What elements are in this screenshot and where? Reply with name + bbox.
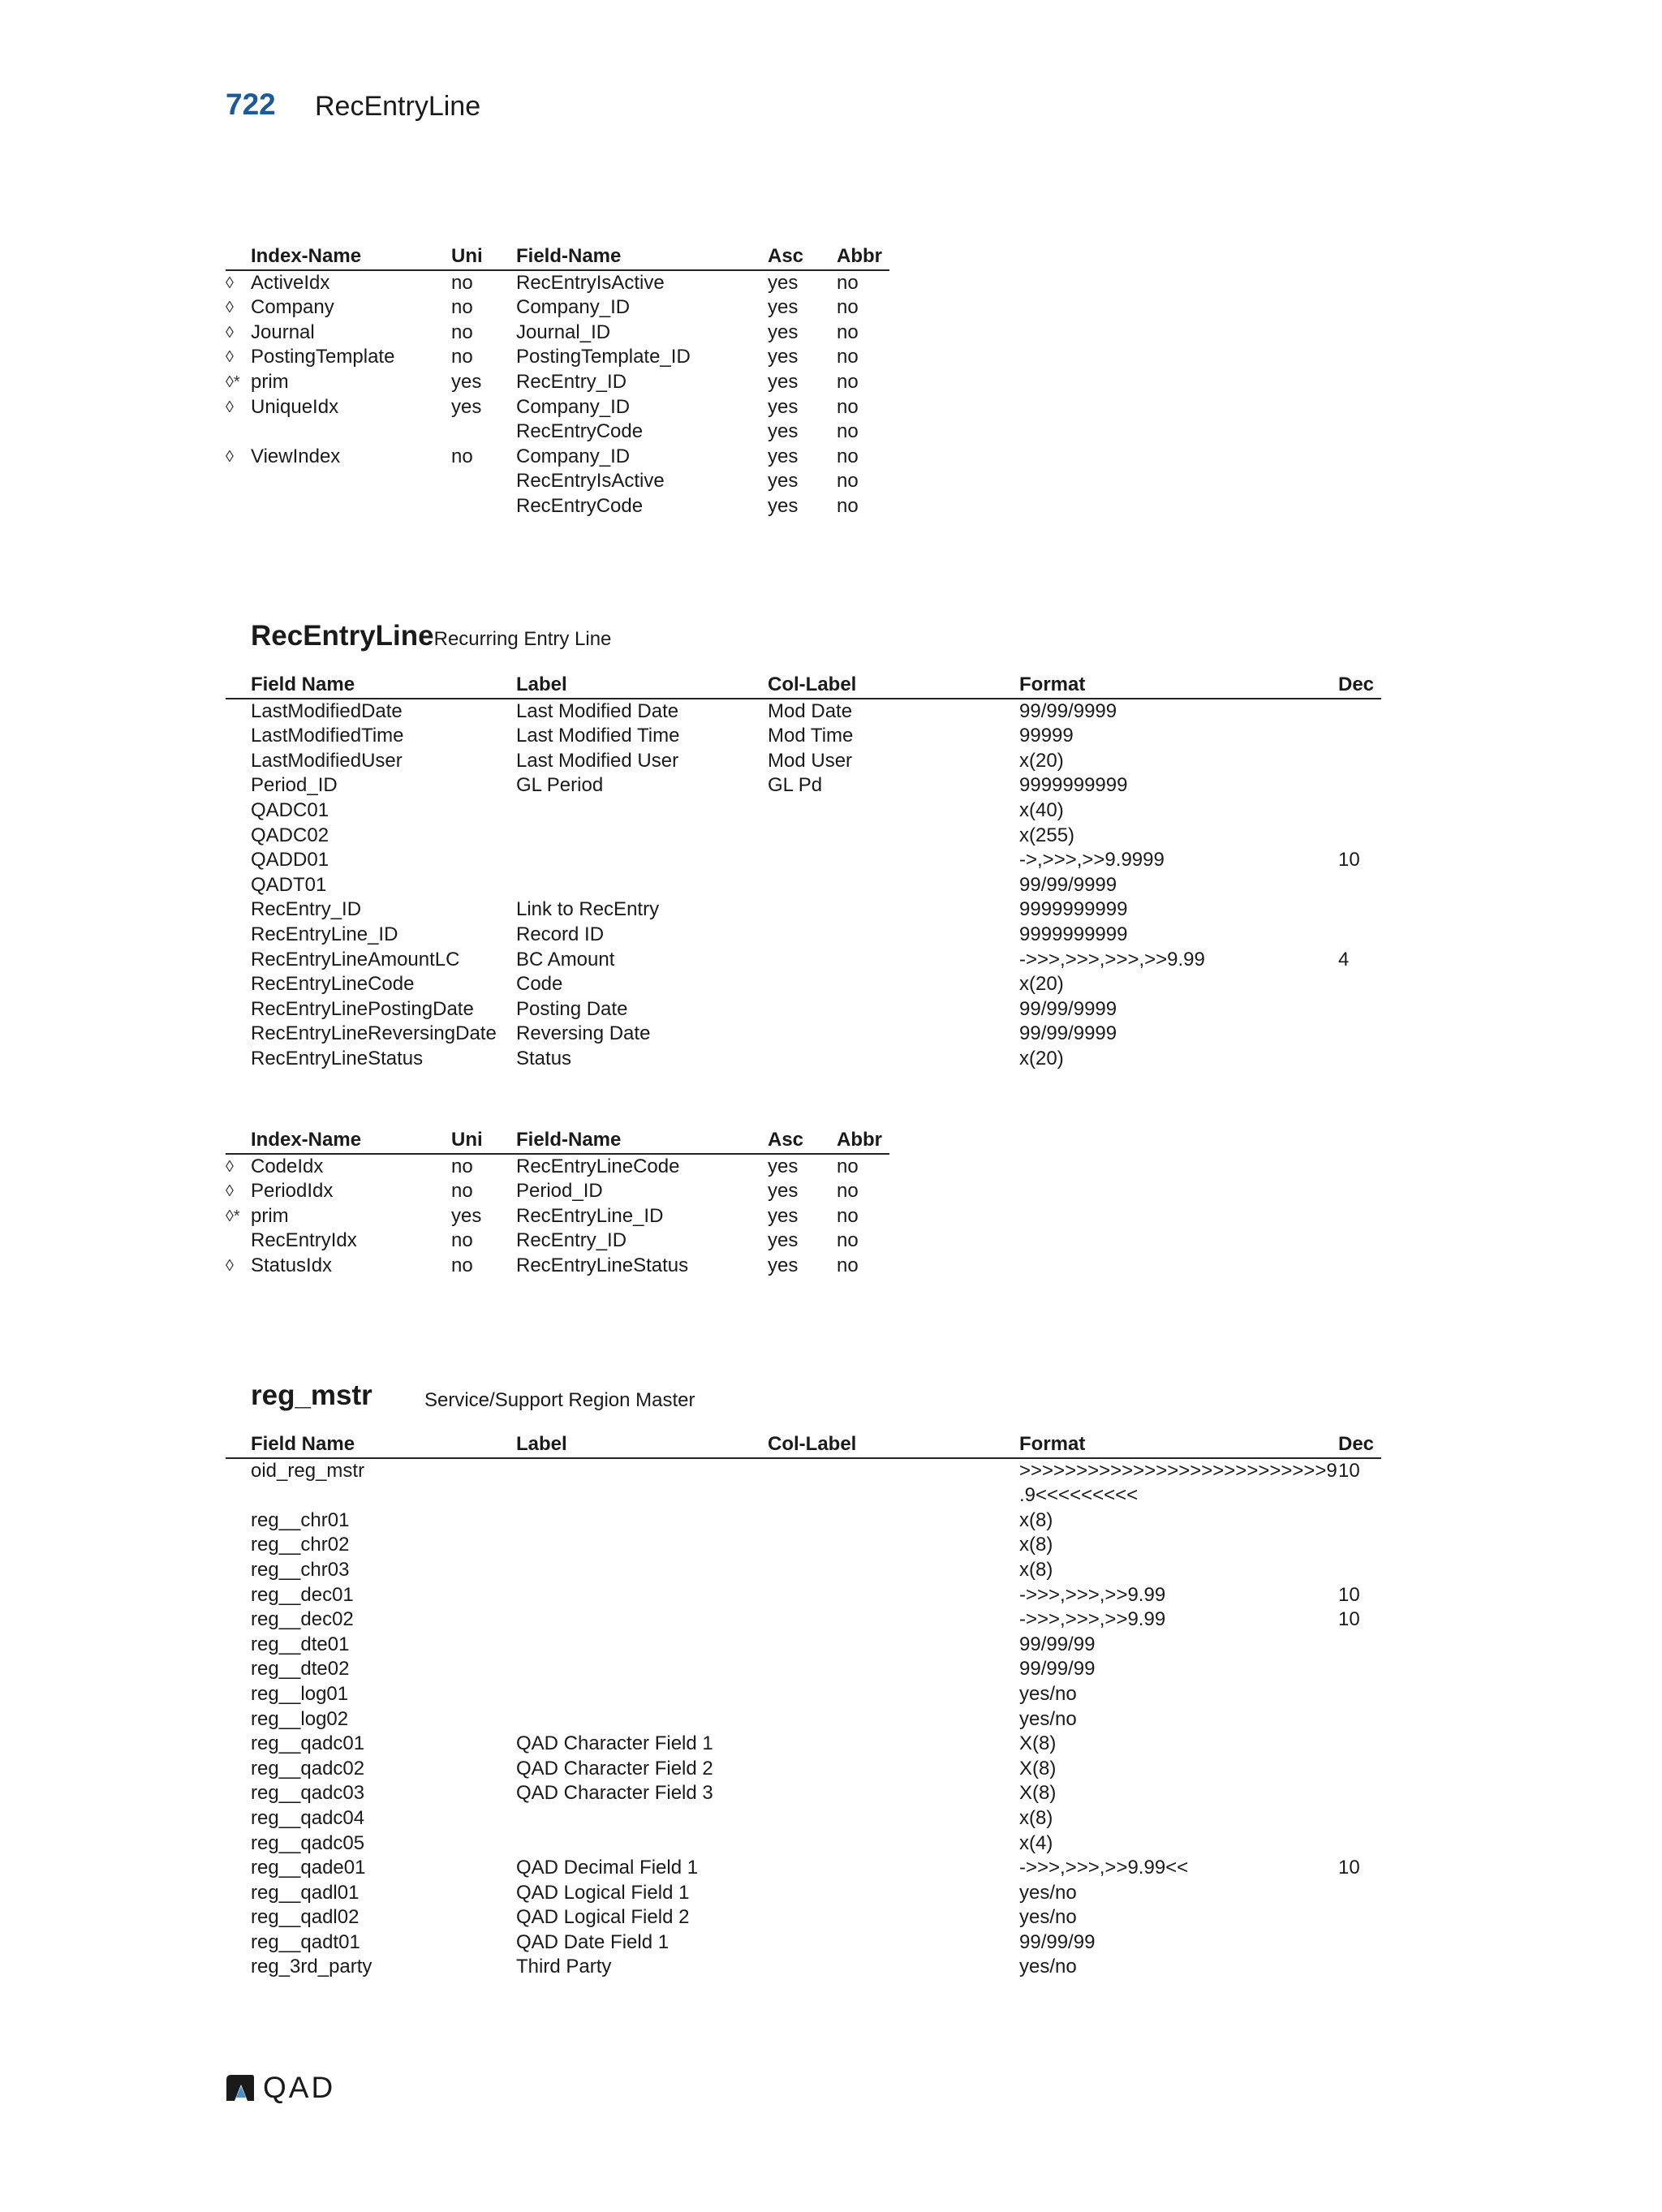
field-format: ->>>,>>>,>>9.99<< (1019, 1857, 1189, 1879)
field-format: x(20) (1019, 973, 1064, 996)
table-row (226, 1204, 889, 1229)
field-name: reg__qadt01 (251, 1930, 360, 1953)
field-name: reg__qadc04 (251, 1806, 365, 1829)
abbr-value: no (837, 346, 859, 368)
field-name: Company_ID (516, 395, 631, 418)
col-field-name-header: Field Name (251, 673, 355, 695)
table-row (226, 773, 1381, 798)
uni-value: no (451, 1155, 473, 1177)
asc-value: yes (768, 271, 799, 294)
field-label: QAD Decimal Field 1 (516, 1857, 699, 1879)
table-description: Service/Support Region Master (424, 1389, 695, 1411)
field-name: reg__qadc05 (251, 1831, 365, 1854)
field-label: QAD Character Field 3 (516, 1782, 713, 1805)
uni-value: no (451, 271, 473, 294)
index-marker: ◊ (226, 299, 234, 317)
abbr-value: no (837, 271, 859, 294)
field-name: reg__qadl02 (251, 1906, 360, 1929)
index-marker: ◊ (226, 1182, 234, 1201)
table-row (226, 724, 1381, 749)
field-label: Reversing Date (516, 1022, 651, 1045)
field-label: BC Amount (516, 948, 615, 970)
field-format: x(8) (1019, 1558, 1053, 1581)
field-name: Journal_ID (516, 321, 611, 343)
col-abbr-header: Abbr (837, 245, 882, 267)
col-uni-header: Uni (451, 245, 483, 267)
field-name: RecEntry_ID (516, 370, 627, 393)
index-marker: ◊ (226, 323, 234, 342)
asc-value: yes (768, 395, 799, 418)
field-label: QAD Date Field 1 (516, 1930, 670, 1953)
col-col-label-header: Col-Label (768, 1433, 857, 1455)
field-name: reg__chr01 (251, 1508, 350, 1531)
field-name: RecEntry_ID (251, 898, 362, 921)
field-name: reg__chr02 (251, 1534, 350, 1556)
field-col-label: Mod Date (768, 699, 853, 722)
index-name: UniqueIdx (251, 395, 339, 418)
field-label: Last Modified Date (516, 699, 679, 722)
field-name: oid_reg_mstr (251, 1459, 365, 1482)
field-name: Company_ID (516, 445, 631, 467)
col-col-label-header: Col-Label (768, 673, 857, 695)
field-dec: 10 (1338, 1459, 1360, 1482)
field-format: ->>>,>>>,>>>,>>9.99 (1019, 948, 1205, 970)
table-row (226, 1757, 1381, 1782)
asc-value: yes (768, 470, 799, 493)
uni-value: no (451, 1180, 473, 1203)
field-name: LastModifiedDate (251, 699, 403, 722)
field-name: reg__qadc02 (251, 1757, 365, 1779)
field-name: reg__chr03 (251, 1558, 350, 1581)
field-name: RecEntryIsActive (516, 470, 665, 493)
field-dec: 10 (1338, 1583, 1360, 1606)
col-dec-header: Dec (1338, 1433, 1375, 1455)
asc-value: yes (768, 1254, 799, 1276)
col-dec-header: Dec (1338, 673, 1375, 695)
field-format: 99/99/9999 (1019, 997, 1117, 1020)
field-format: yes/no (1019, 1881, 1077, 1904)
qad-logo (225, 2072, 371, 2104)
table-row (226, 420, 889, 445)
abbr-value: no (837, 494, 859, 517)
uni-value: yes (451, 370, 482, 393)
table-row (226, 469, 889, 494)
field-name: RecEntryCode (516, 420, 644, 443)
table-row (226, 295, 889, 321)
table-row (226, 923, 1381, 948)
field-name: reg__dec02 (251, 1608, 354, 1631)
table-row (226, 1856, 1381, 1881)
field-format: x(20) (1019, 749, 1064, 772)
table-header-row (226, 1128, 889, 1155)
index-marker: ◊ (226, 398, 234, 416)
page-title: RecEntryLine (315, 91, 481, 122)
field-format: x(40) (1019, 798, 1064, 821)
table-row (226, 1607, 1381, 1633)
asc-value: yes (768, 346, 799, 368)
table-row (226, 345, 889, 370)
field-name: reg__qade01 (251, 1857, 366, 1879)
field-format: X(8) (1019, 1782, 1057, 1805)
field-label: QAD Logical Field 1 (516, 1881, 690, 1904)
table-header-row (226, 673, 1381, 699)
index-name: Company (251, 296, 334, 319)
field-format: 99/99/9999 (1019, 873, 1117, 896)
field-name: RecEntryLine_ID (251, 923, 398, 945)
table-row (226, 1806, 1381, 1831)
field-format: 99/99/99 (1019, 1930, 1096, 1953)
field-col-label: Mod Time (768, 725, 854, 747)
field-label: Posting Date (516, 997, 628, 1020)
asc-value: yes (768, 494, 799, 517)
col-format-header: Format (1019, 673, 1086, 695)
abbr-value: no (837, 1155, 859, 1177)
table-row (226, 1558, 1381, 1583)
table-row (226, 699, 1381, 725)
field-format: x(8) (1019, 1534, 1053, 1556)
asc-value: yes (768, 420, 799, 443)
table-row (226, 1682, 1381, 1707)
field-table (226, 1432, 1381, 1980)
field-name: QADC01 (251, 798, 329, 821)
field-format: yes/no (1019, 1906, 1077, 1929)
field-format: 99/99/9999 (1019, 1022, 1117, 1045)
table-row (226, 749, 1381, 774)
field-label: Last Modified Time (516, 725, 680, 747)
index-name: Journal (251, 321, 315, 343)
asc-value: yes (768, 370, 799, 393)
table-title (251, 1379, 372, 1412)
table-description: Recurring Entry Line (433, 628, 612, 650)
field-label: Code (516, 973, 563, 996)
field-name: reg__log01 (251, 1682, 349, 1705)
index-name: CodeIdx (251, 1155, 324, 1177)
table-row (226, 1459, 1381, 1484)
field-name: Period_ID (251, 774, 338, 797)
table-row (226, 873, 1381, 898)
abbr-value: no (837, 370, 859, 393)
field-dec: 4 (1338, 948, 1350, 970)
field-format: >>>>>>>>>>>>>>>>>>>>>>>>>>>9 (1019, 1459, 1337, 1482)
page-number: 722 (226, 88, 276, 121)
field-label: Record ID (516, 923, 605, 945)
table-row (226, 1254, 889, 1279)
field-format: yes/no (1019, 1682, 1077, 1705)
uni-value: no (451, 445, 473, 467)
col-uni-header: Uni (451, 1129, 483, 1151)
table-row (226, 321, 889, 346)
asc-value: yes (768, 1229, 799, 1252)
table-row (226, 1508, 1381, 1534)
table-row (226, 1022, 1381, 1047)
field-name: reg__dte02 (251, 1658, 350, 1681)
abbr-value: no (837, 445, 859, 467)
field-name: RecEntry_ID (516, 1229, 627, 1252)
field-format: x(8) (1019, 1806, 1053, 1829)
field-name: RecEntryLineStatus (516, 1254, 689, 1276)
table-row (226, 824, 1381, 849)
field-col-label: Mod User (768, 749, 853, 772)
field-format: x(255) (1019, 824, 1075, 846)
col-format-header: Format (1019, 1433, 1086, 1455)
field-label: QAD Character Field 2 (516, 1757, 713, 1779)
table-row (226, 1483, 1381, 1508)
col-label-header: Label (516, 1433, 567, 1455)
table-row (226, 1930, 1381, 1956)
index-marker: ◊* (226, 1207, 240, 1225)
field-name: RecEntryLineAmountLC (251, 948, 460, 970)
col-asc-header: Asc (768, 1129, 804, 1151)
index-name: prim (251, 1204, 289, 1227)
abbr-value: no (837, 470, 859, 493)
field-name: RecEntryLineCode (516, 1155, 680, 1177)
field-format: ->>>,>>>,>>9.99 (1019, 1583, 1166, 1606)
index-marker: ◊ (226, 1256, 234, 1275)
table-row (226, 1707, 1381, 1732)
field-name: reg__dec01 (251, 1583, 354, 1606)
field-format: x(4) (1019, 1831, 1053, 1854)
field-label: QAD Logical Field 2 (516, 1906, 690, 1929)
field-format: yes/no (1019, 1707, 1077, 1730)
table-row (226, 370, 889, 395)
table-row (226, 798, 1381, 824)
field-name: RecEntryLineStatus (251, 1047, 424, 1069)
table-row (226, 1732, 1381, 1757)
field-format: X(8) (1019, 1732, 1057, 1755)
index-marker: ◊ (226, 348, 234, 367)
table-row (226, 1047, 1381, 1072)
index-name: ActiveIdx (251, 271, 330, 294)
field-name: reg__log02 (251, 1707, 349, 1730)
table-row (226, 1633, 1381, 1658)
field-format: x(20) (1019, 1047, 1064, 1069)
table-row (226, 1881, 1381, 1906)
field-name: reg__qadc03 (251, 1782, 365, 1805)
uni-value: no (451, 296, 473, 319)
table-row (226, 1657, 1381, 1682)
abbr-value: no (837, 1229, 859, 1252)
field-format: 9999999999 (1019, 923, 1128, 945)
table-row (226, 1533, 1381, 1558)
field-format: 99999 (1019, 725, 1074, 747)
abbr-value: no (837, 420, 859, 443)
table-name: RecEntryLine (251, 620, 434, 652)
index-name: StatusIdx (251, 1254, 333, 1276)
index-table (226, 1128, 889, 1279)
asc-value: yes (768, 1180, 799, 1203)
abbr-value: no (837, 1180, 859, 1203)
field-dec: 10 (1338, 849, 1360, 871)
uni-value: no (451, 346, 473, 368)
field-format: yes/no (1019, 1956, 1077, 1978)
table-description-wrap (424, 1389, 695, 1412)
table-row (226, 972, 1381, 997)
field-format: ->>>,>>>,>>9.99 (1019, 1608, 1166, 1631)
field-table (226, 673, 1381, 1072)
asc-value: yes (768, 1155, 799, 1177)
uni-value: no (451, 321, 473, 343)
field-label: QAD Character Field 1 (516, 1732, 713, 1755)
col-index-name-header: Index-Name (251, 1129, 362, 1151)
uni-value: yes (451, 1204, 482, 1227)
asc-value: yes (768, 1204, 799, 1227)
col-field-name-header: Field-Name (516, 245, 622, 267)
col-label-header: Label (516, 673, 567, 695)
field-label: Status (516, 1047, 572, 1069)
asc-value: yes (768, 445, 799, 467)
field-dec: 10 (1338, 1608, 1360, 1631)
field-name: LastModifiedTime (251, 725, 404, 747)
field-name: RecEntryLine_ID (516, 1204, 664, 1227)
col-abbr-header: Abbr (837, 1129, 882, 1151)
abbr-value: no (837, 321, 859, 343)
asc-value: yes (768, 296, 799, 319)
field-format: X(8) (1019, 1757, 1057, 1779)
field-name: QADD01 (251, 849, 329, 871)
index-marker: ◊* (226, 372, 240, 391)
field-name: Company_ID (516, 296, 631, 319)
field-label: GL Period (516, 774, 604, 797)
field-label: Last Modified User (516, 749, 679, 772)
field-name: RecEntryLinePostingDate (251, 997, 474, 1020)
table-row (226, 948, 1381, 973)
qad-logo-icon (225, 2073, 256, 2102)
table-row (226, 848, 1381, 873)
table-row (226, 1955, 1381, 1980)
abbr-value: no (837, 1204, 859, 1227)
field-name: Period_ID (516, 1180, 603, 1203)
field-format: 9999999999 (1019, 898, 1128, 921)
field-label: Link to RecEntry (516, 898, 660, 921)
field-name: RecEntryLineCode (251, 973, 415, 996)
table-row (226, 1781, 1381, 1806)
field-name: LastModifiedUser (251, 749, 403, 772)
field-dec: 10 (1338, 1857, 1360, 1879)
index-marker: ◊ (226, 447, 234, 466)
abbr-value: no (837, 395, 859, 418)
table-row (226, 395, 889, 420)
field-name: reg_3rd_party (251, 1956, 372, 1978)
table-row (226, 1155, 889, 1180)
abbr-value: no (837, 1254, 859, 1276)
table-row (226, 1583, 1381, 1608)
uni-value: yes (451, 395, 482, 418)
field-name: RecEntryCode (516, 494, 644, 517)
table-row (226, 997, 1381, 1022)
table-row (226, 1229, 889, 1254)
field-name: reg__qadc01 (251, 1732, 365, 1755)
field-format: 99/99/9999 (1019, 699, 1117, 722)
col-field-name-header: Field-Name (516, 1129, 622, 1151)
index-name: prim (251, 370, 289, 393)
index-name: RecEntryIdx (251, 1229, 357, 1252)
table-row (226, 897, 1381, 923)
field-format: ->,>>>,>>9.9999 (1019, 849, 1165, 871)
table-header-row (226, 1432, 1381, 1459)
index-marker: ◊ (226, 1157, 234, 1176)
field-format: 99/99/99 (1019, 1658, 1096, 1681)
index-name: PeriodIdx (251, 1180, 334, 1203)
field-format: x(8) (1019, 1508, 1053, 1531)
field-name: reg__qadl01 (251, 1881, 360, 1904)
field-format: 99/99/99 (1019, 1633, 1096, 1655)
table-row (226, 494, 889, 519)
field-format: .9<<<<<<<<< (1019, 1484, 1139, 1507)
field-col-label: GL Pd (768, 774, 823, 797)
field-name: QADT01 (251, 873, 327, 896)
field-name: PostingTemplate_ID (516, 346, 691, 368)
table-row (226, 271, 889, 296)
table-row (226, 445, 889, 470)
col-index-name-header: Index-Name (251, 245, 362, 267)
table-title (251, 620, 611, 652)
table-header-row (226, 244, 889, 271)
index-name: ViewIndex (251, 445, 341, 467)
table-row (226, 1831, 1381, 1857)
asc-value: yes (768, 321, 799, 343)
col-asc-header: Asc (768, 245, 804, 267)
field-name: RecEntryLineReversingDate (251, 1022, 497, 1045)
table-name: reg_mstr (251, 1379, 372, 1411)
abbr-value: no (837, 296, 859, 319)
uni-value: no (451, 1229, 473, 1252)
uni-value: no (451, 1254, 473, 1276)
table-row (226, 1179, 889, 1204)
logo-text: QAD (263, 2071, 336, 2104)
index-marker: ◊ (226, 273, 234, 292)
field-name: QADC02 (251, 824, 329, 846)
field-name: reg__dte01 (251, 1633, 350, 1655)
field-format: 9999999999 (1019, 774, 1128, 797)
col-field-name-header: Field Name (251, 1433, 355, 1455)
field-label: Third Party (516, 1956, 612, 1978)
index-name: PostingTemplate (251, 346, 395, 368)
field-name: RecEntryIsActive (516, 271, 665, 294)
index-table (226, 244, 889, 519)
table-row (226, 1905, 1381, 1930)
